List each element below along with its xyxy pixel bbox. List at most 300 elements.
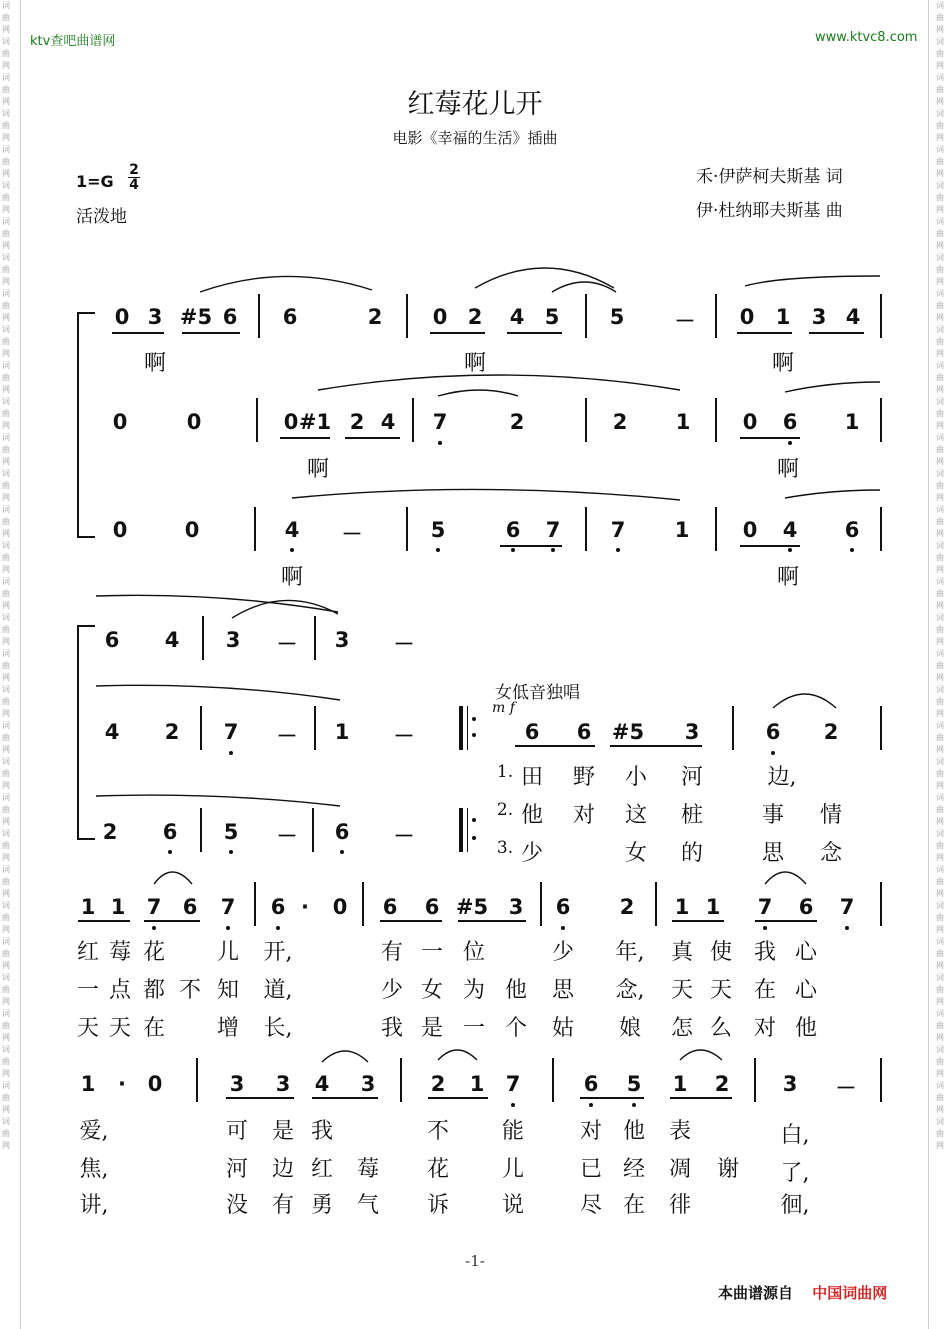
note: 2: [367, 305, 383, 329]
lyric: 怎: [670, 1016, 694, 1041]
barline: [412, 398, 414, 442]
beam: [112, 332, 164, 334]
note: 1: [844, 410, 860, 434]
note: #5: [179, 305, 213, 329]
note: 2: [102, 820, 118, 844]
barline: [655, 882, 657, 926]
lyric: 诉: [426, 1193, 450, 1218]
lyric: 红: [76, 940, 100, 965]
barline: [314, 706, 316, 750]
octave-dot: [788, 441, 792, 445]
lyric: 女: [420, 978, 444, 1003]
note: 4: [380, 410, 396, 434]
barline: [715, 507, 717, 551]
lyric: 少: [551, 940, 575, 965]
source-link[interactable]: 中国词曲网: [812, 1284, 888, 1302]
lyric: 白,: [780, 1123, 810, 1148]
barline: [202, 616, 204, 660]
octave-dot: [632, 1103, 636, 1107]
lyric: 开,: [263, 940, 293, 965]
note: 7: [220, 895, 236, 919]
note: 1: [80, 1072, 96, 1096]
lyric: 一: [76, 978, 100, 1003]
octave-dot: [168, 850, 172, 854]
source-footer: [718, 1282, 887, 1303]
lyric: 他: [794, 1016, 818, 1041]
barline: [200, 808, 202, 852]
beam: [458, 920, 526, 922]
lyric: 对: [579, 1119, 603, 1144]
barline: [585, 294, 587, 338]
note: 4: [845, 305, 861, 329]
note: 0: [432, 305, 448, 329]
key-signature: 1=G: [76, 172, 114, 191]
song-title: 红莓花儿开: [407, 89, 543, 120]
lyric: 思: [551, 978, 575, 1003]
lyric: 红: [310, 1157, 334, 1182]
beam: [507, 332, 562, 334]
note: －: [341, 522, 363, 546]
right-frame-line: [928, 0, 929, 1329]
beam: [670, 1097, 732, 1099]
lyric: 啊: [306, 457, 330, 482]
lyric: 经: [622, 1157, 646, 1182]
lyric: 徊,: [780, 1193, 810, 1218]
lyric: 使: [709, 940, 733, 965]
system1-brace-bottom: [77, 536, 95, 538]
note: 0: [114, 305, 130, 329]
slur: [232, 600, 338, 618]
lyric: 都: [142, 978, 166, 1003]
note: 6: [576, 720, 592, 744]
note: 0: [332, 895, 348, 919]
lyric: 野: [572, 765, 596, 790]
lyric: 在: [622, 1193, 646, 1218]
note: 3: [360, 1072, 376, 1096]
note: －: [393, 724, 415, 748]
lyric: 不: [178, 978, 202, 1003]
lyric: 可: [225, 1119, 249, 1144]
note: 7: [146, 895, 162, 919]
note: 4: [509, 305, 525, 329]
slur: [96, 595, 338, 612]
note: 6: [424, 895, 440, 919]
dynamic-marking: m f: [492, 700, 515, 716]
note: 7: [432, 410, 448, 434]
barline: [585, 398, 587, 442]
barline: [880, 507, 882, 551]
beam: [380, 920, 442, 922]
note: 2: [164, 720, 180, 744]
lyric: 娘: [618, 1016, 642, 1041]
note: －: [393, 824, 415, 848]
slur: [438, 1050, 477, 1060]
barline: [200, 706, 202, 750]
note: 6: [334, 820, 350, 844]
lyric: 啊: [463, 351, 487, 376]
lyric: 桩: [680, 803, 704, 828]
note: 2: [823, 720, 839, 744]
slur: [765, 872, 806, 884]
lyric: 花: [142, 940, 166, 965]
octave-dot: [226, 926, 230, 930]
lyric: 小: [624, 765, 648, 790]
note: 4: [782, 518, 798, 542]
lyric: 姑: [551, 1016, 575, 1041]
note: 3: [811, 305, 827, 329]
note: 2: [467, 305, 483, 329]
slur: [745, 276, 880, 286]
slur: [200, 276, 372, 292]
note: 3: [275, 1072, 291, 1096]
note: 6: [798, 895, 814, 919]
lyric: 么: [709, 1016, 733, 1041]
note: 3: [334, 628, 350, 652]
note: 0: [112, 518, 128, 542]
lyric: 气: [356, 1193, 380, 1218]
left-frame-line: [20, 0, 21, 1329]
barline: [880, 294, 882, 338]
barline: [552, 1058, 554, 1102]
lyric: 个: [504, 1016, 528, 1041]
system2-brace-top: [77, 625, 95, 627]
note: 3: [782, 1072, 798, 1096]
lyric: 对: [572, 803, 596, 828]
note: 4: [104, 720, 120, 744]
lyric: 他: [622, 1119, 646, 1144]
lyric: 对: [753, 1016, 777, 1041]
beam: [740, 437, 800, 439]
system2-brace: [77, 625, 79, 840]
note: 6: [162, 820, 178, 844]
lyric: 长,: [263, 1016, 293, 1041]
beam: [226, 1097, 294, 1099]
barline: [880, 398, 882, 442]
verse-number: 3.: [496, 838, 514, 858]
barline: [754, 1058, 756, 1102]
note: 6: [583, 1072, 599, 1096]
note: 4: [314, 1072, 330, 1096]
note: 3: [684, 720, 700, 744]
slur: [154, 872, 192, 884]
barline: [715, 294, 717, 338]
barline: [715, 398, 717, 442]
header-left-site[interactable]: ktv查吧曲谱网: [30, 34, 116, 49]
lyric: 念: [819, 841, 843, 866]
note: 2: [619, 895, 635, 919]
note: －: [393, 632, 415, 656]
lyric: 儿: [216, 940, 240, 965]
lyric: 没: [225, 1193, 249, 1218]
note: 6: [382, 895, 398, 919]
lyric: 在: [142, 1016, 166, 1041]
octave-dot: [229, 850, 233, 854]
lyric: 儿: [501, 1157, 525, 1182]
note: 5: [223, 820, 239, 844]
note: 6: [505, 518, 521, 542]
note: ·: [301, 895, 309, 919]
lyric: 我: [380, 1016, 404, 1041]
octave-dot: [340, 850, 344, 854]
octave-dot: [561, 926, 565, 930]
note: 2: [349, 410, 365, 434]
octave-dot: [290, 548, 294, 552]
lyric: 女: [624, 841, 648, 866]
lyric: 爱,: [79, 1119, 109, 1144]
note: 1: [80, 895, 96, 919]
lyric: 事: [761, 803, 785, 828]
lyric: 有: [380, 940, 404, 965]
lyric: 不: [426, 1119, 450, 1144]
lyric: 田: [520, 765, 544, 790]
octave-dot: [438, 441, 442, 445]
octave-dot: [589, 1103, 593, 1107]
barline: [880, 706, 882, 750]
octave-dot: [763, 926, 767, 930]
lyric: 这: [624, 803, 648, 828]
note: 5: [544, 305, 560, 329]
page-number: -1-: [465, 1252, 485, 1270]
beam: [580, 1097, 644, 1099]
beam: [610, 745, 702, 747]
barline: [362, 882, 364, 926]
lyric: 了,: [780, 1161, 810, 1186]
lyric: 少: [380, 978, 404, 1003]
octave-dot: [850, 548, 854, 552]
lyric: 莓: [108, 940, 132, 965]
lyric: 心: [794, 940, 818, 965]
barline: [312, 808, 314, 852]
barline: [314, 616, 316, 660]
time-signature: 2 4: [129, 162, 139, 193]
lyric: 谢: [716, 1157, 740, 1182]
lyric: 讲,: [79, 1193, 109, 1218]
slur: [322, 1051, 368, 1062]
slur: [773, 694, 836, 708]
slur: [96, 685, 340, 700]
lyric: 的: [680, 841, 704, 866]
note: 0: [112, 410, 128, 434]
lyric: 位: [462, 940, 486, 965]
system1-brace-top: [77, 312, 95, 314]
note: 1: [110, 895, 126, 919]
lyric: 说: [501, 1193, 525, 1218]
repeat-dot: [472, 717, 476, 721]
octave-dot: [771, 751, 775, 755]
lyric: 啊: [771, 351, 795, 376]
note: 1: [469, 1072, 485, 1096]
note: 3: [225, 628, 241, 652]
note: 0: [739, 305, 755, 329]
note: ·: [118, 1072, 126, 1096]
lyric: 焦,: [79, 1157, 109, 1182]
lyric: 少: [520, 841, 544, 866]
note: 7: [545, 518, 561, 542]
lyric: 有: [271, 1193, 295, 1218]
lyric: 花: [426, 1157, 450, 1182]
barline: [880, 882, 882, 926]
note: 5: [430, 518, 446, 542]
note: 6: [782, 410, 798, 434]
octave-dot: [511, 548, 515, 552]
note: 0: [742, 410, 758, 434]
repeat-barline: [467, 706, 468, 750]
octave-dot: [229, 751, 233, 755]
note: －: [674, 309, 696, 333]
note: －: [276, 632, 298, 656]
system1-brace: [77, 312, 79, 538]
note: 2: [509, 410, 525, 434]
beam: [809, 332, 864, 334]
solo-label: 女低音独唱: [495, 683, 580, 703]
tempo-marking: 活泼地: [76, 207, 127, 227]
lyric: 点: [108, 978, 132, 1003]
barline: [256, 398, 258, 442]
note: 0: [147, 1072, 163, 1096]
lyric: 啊: [776, 457, 800, 482]
verse-number: 2.: [496, 800, 514, 820]
note: 1: [334, 720, 350, 744]
song-subtitle: 电影《幸福的生活》插曲: [392, 129, 558, 147]
slur: [785, 382, 880, 392]
lyric: 啊: [776, 565, 800, 590]
beam: [345, 437, 400, 439]
lyric: 是: [420, 1016, 444, 1041]
note: 6: [555, 895, 571, 919]
note: 6: [765, 720, 781, 744]
slur: [292, 489, 680, 500]
octave-dot: [845, 926, 849, 930]
note: 3: [147, 305, 163, 329]
lyric: 天: [670, 978, 694, 1003]
barline: [254, 882, 256, 926]
note: 4: [164, 628, 180, 652]
note: 1: [675, 410, 691, 434]
note: 7: [839, 895, 855, 919]
lyric: 他: [520, 803, 544, 828]
note: 6: [104, 628, 120, 652]
lyric: 年,: [615, 940, 645, 965]
lyric: 河: [680, 765, 704, 790]
note: 1: [705, 895, 721, 919]
repeat-dot: [472, 733, 476, 737]
octave-dot: [152, 926, 156, 930]
note: #1: [298, 410, 332, 434]
beam: [740, 545, 800, 547]
note: 0: [184, 518, 200, 542]
note: 7: [610, 518, 626, 542]
note: 4: [284, 518, 300, 542]
lyric: 我: [310, 1119, 334, 1144]
lyric: 已: [579, 1157, 603, 1182]
lyric: 凋: [668, 1157, 692, 1182]
lyric: 啊: [143, 351, 167, 376]
octave-dot: [616, 548, 620, 552]
note: 6: [270, 895, 286, 919]
barline: [400, 1058, 402, 1102]
beam: [144, 920, 200, 922]
header-right-site[interactable]: www.ktvc8.com: [815, 30, 918, 45]
lyric: 边,: [767, 765, 797, 790]
lyric: 思: [761, 841, 785, 866]
lyric: 尽: [579, 1193, 603, 1218]
repeat-dot: [472, 836, 476, 840]
octave-dot: [511, 1103, 515, 1107]
note: －: [835, 1076, 857, 1100]
note: 3: [229, 1072, 245, 1096]
repeat-barline: [459, 808, 463, 852]
beam: [428, 1097, 488, 1099]
beam: [182, 332, 240, 334]
lyric: 边: [271, 1157, 295, 1182]
note: 7: [757, 895, 773, 919]
lyric: 真: [670, 940, 694, 965]
lyric: 徘: [668, 1193, 692, 1218]
note: 0: [283, 410, 299, 434]
repeat-dot: [472, 818, 476, 822]
note: 0: [186, 410, 202, 434]
lyric: 念,: [615, 978, 645, 1003]
lyric: 天: [108, 1016, 132, 1041]
note: 1: [775, 305, 791, 329]
lyric: 道,: [263, 978, 293, 1003]
slur: [552, 282, 616, 292]
lyric: 他: [504, 978, 528, 1003]
barline: [406, 507, 408, 551]
verse-number: 1.: [496, 762, 514, 782]
lyric: 一: [420, 940, 444, 965]
beam: [737, 332, 792, 334]
barline: [254, 507, 256, 551]
lyric: 一: [462, 1016, 486, 1041]
lyric: 表: [668, 1119, 692, 1144]
slur: [438, 390, 518, 396]
lyric: 莓: [356, 1157, 380, 1182]
barline: [196, 1058, 198, 1102]
slur: [318, 375, 680, 390]
system2-brace-bottom: [77, 838, 95, 840]
source-label: 本曲谱源自: [718, 1284, 794, 1302]
note: 2: [430, 1072, 446, 1096]
beam: [515, 745, 595, 747]
lyric: 勇: [310, 1193, 334, 1218]
note: 6: [182, 895, 198, 919]
beam: [672, 920, 724, 922]
beam: [312, 1097, 378, 1099]
note: 2: [714, 1072, 730, 1096]
beam: [280, 437, 330, 439]
note: 3: [508, 895, 524, 919]
note: #5: [455, 895, 489, 919]
beam: [500, 545, 562, 547]
lyric: 啊: [280, 565, 304, 590]
note: －: [276, 724, 298, 748]
lyric: 情: [819, 803, 843, 828]
beam: [430, 332, 485, 334]
lyric: 为: [462, 978, 486, 1003]
note: #5: [611, 720, 645, 744]
note: 6: [282, 305, 298, 329]
note: 1: [674, 518, 690, 542]
lyricist-credit: 禾·伊萨柯夫斯基 词: [696, 167, 843, 187]
repeat-barline: [459, 706, 463, 750]
composer-credit: 伊·杜纳耶夫斯基 曲: [696, 201, 843, 221]
lyric: 增: [216, 1016, 240, 1041]
barline: [406, 294, 408, 338]
lyric: 心: [794, 978, 818, 1003]
repeat-barline: [467, 808, 468, 852]
lyric: 是: [271, 1119, 295, 1144]
